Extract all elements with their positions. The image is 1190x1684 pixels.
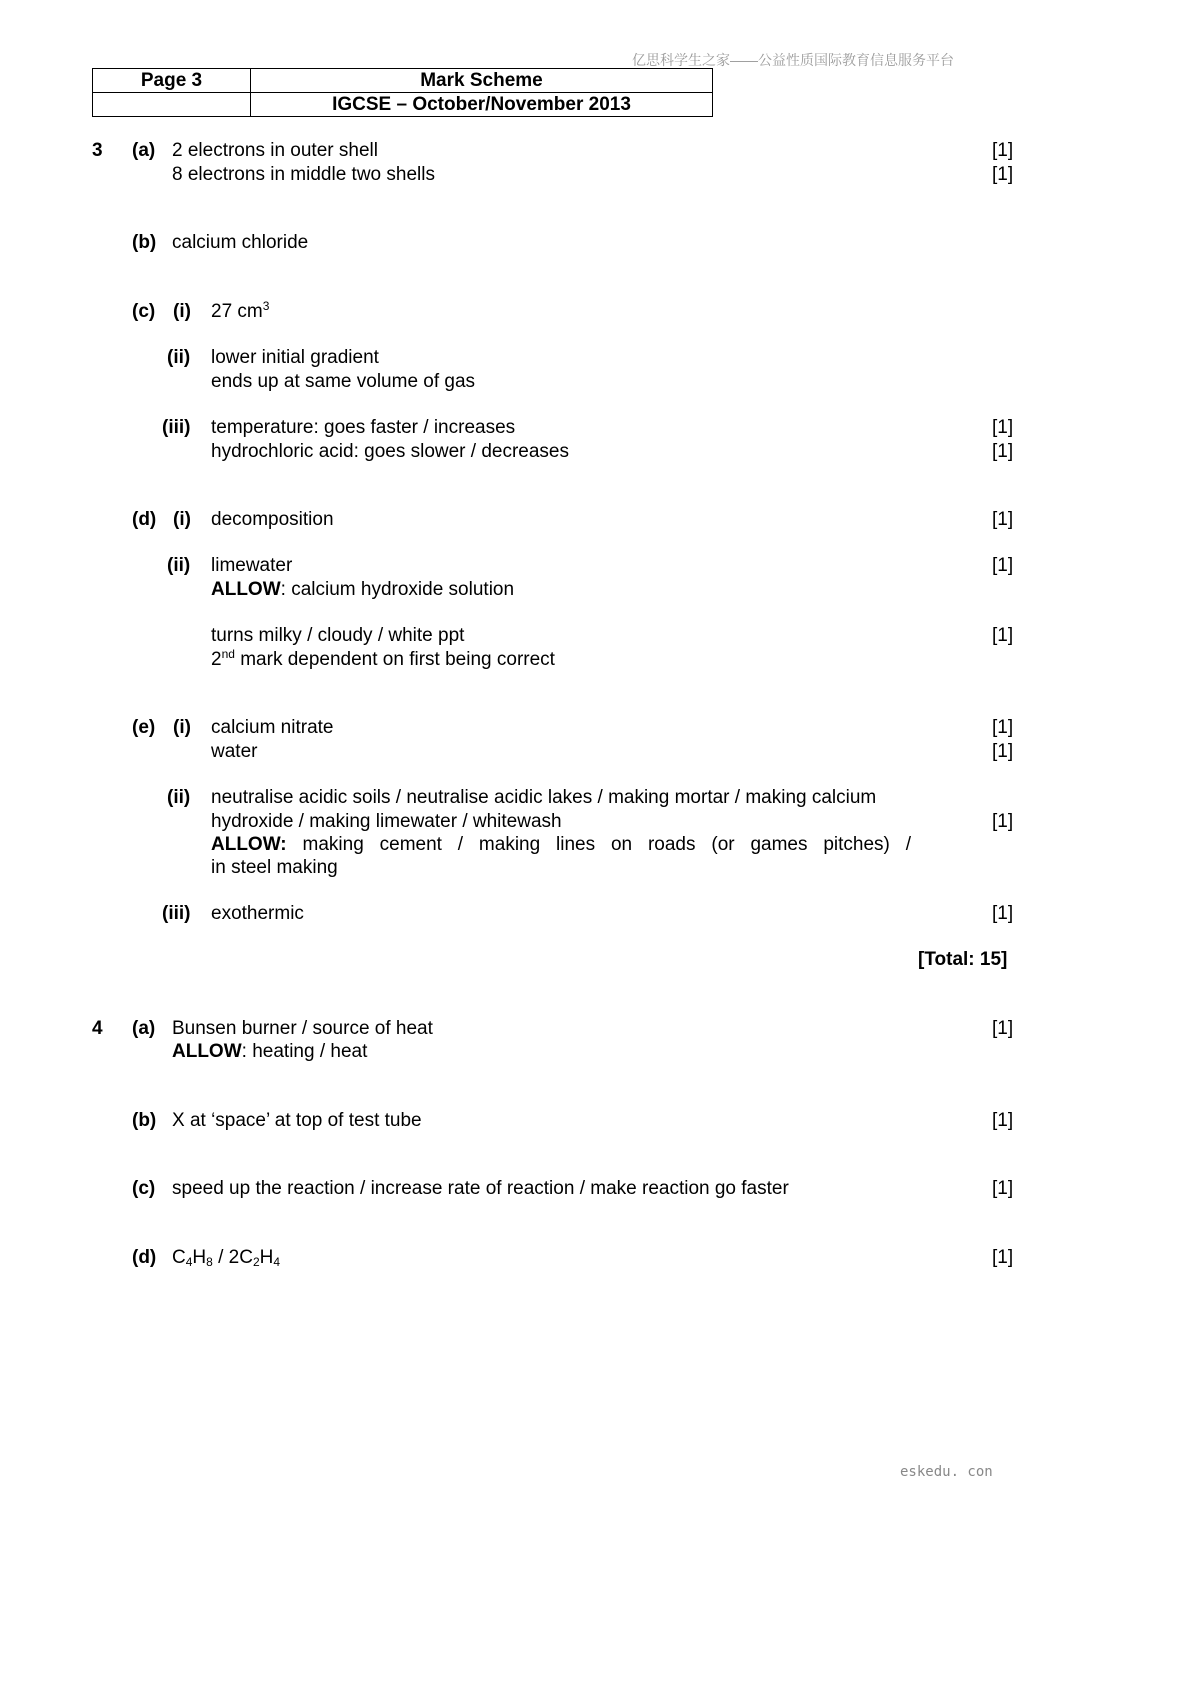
question-number: 4 [92,1018,103,1039]
watermark-text: 亿思科学生之家——公益性质国际教育信息服务平台 [632,52,954,68]
subpart-label: (i) [173,301,191,322]
answer-line: 8 electrons in middle two shells [172,164,435,185]
chemical-formula: $C_4H_8 / 2C_2H_4$ [172,1247,281,1269]
mark: [1] [992,1178,1014,1199]
part-label: (b) [132,1110,157,1131]
footer-text: eskedu. con [900,1464,993,1480]
answer-line: lower initial gradient [211,347,379,368]
mark: [1] [992,903,1014,924]
mark: [1] [992,1110,1014,1131]
allow-label: ALLOW: [211,834,287,855]
mark: [1] [992,1018,1014,1039]
part-label: (c) [132,1178,156,1199]
allow-line [211,833,911,857]
answer-line: 2 electrons in outer shell [172,140,378,161]
note-text: mark dependent on first being correct [234,649,555,670]
header-empty-cell [93,93,251,117]
allow-text: making cement / making lines on roads (or games pitches) / [302,834,912,855]
answer-line: limewater [211,555,293,576]
allow-line [211,578,514,602]
mark: [1] [992,555,1014,576]
subpart-label: (i) [173,509,191,530]
part-label: (a) [132,1018,156,1039]
exam-session: IGCSE – October/November 2013 [251,93,713,117]
allow-label: ALLOW [211,579,281,600]
part-label: (a) [132,140,156,161]
answer-line: calcium chloride [172,232,309,253]
subpart-label: (iii) [162,903,191,924]
allow-text: : calcium hydroxide solution [280,579,515,600]
allow-label: ALLOW [172,1041,242,1062]
answer-line: in steel making [211,857,338,878]
answer-line: speed up the reaction / increase rate of reaction / make reaction go faster [172,1178,789,1199]
part-label: (d) [132,1247,157,1268]
mark: [1] [992,509,1014,530]
mark: [1] [992,417,1014,438]
note-number: 2 [211,649,222,670]
page-number: Page 3 [93,69,251,93]
answer-value: 27 cm [211,301,263,322]
answer-line: exothermic [211,903,304,924]
part-label: (d) [132,509,157,530]
mark: [1] [992,625,1014,646]
mark: [1] [992,164,1014,185]
allow-text: : heating / heat [241,1041,368,1062]
header-table [92,68,713,117]
answer-line: turns milky / cloudy / white ppt [211,625,465,646]
mark: [1] [992,441,1014,462]
subpart-label: (ii) [167,555,191,576]
superscript: 3 [262,299,270,313]
part-label: (b) [132,232,157,253]
answer-line: hydroxide / making limewater / whitewash [211,811,562,832]
answer-line: hydrochloric acid: goes slower / decreases [211,441,570,462]
answer-line: water [211,741,258,762]
mark: [1] [992,811,1014,832]
superscript: nd [221,647,235,661]
mark: [1] [992,1247,1014,1268]
subpart-label: (i) [173,717,191,738]
allow-line [172,1040,367,1064]
answer-line: temperature: goes faster / increases [211,417,516,438]
answer-line: Bunsen burner / source of heat [172,1018,433,1039]
question-total: [Total: 15] [918,949,1008,970]
answer-line: neutralise acidic soils / neutralise acidic lakes / making mortar / making calcium [211,787,877,808]
answer-line: X at ‘space’ at top of test tube [172,1110,422,1131]
answer-line: calcium nitrate [211,717,334,738]
note-line [211,648,555,672]
subpart-label: (ii) [167,347,191,368]
mark: [1] [992,140,1014,161]
subpart-label: (ii) [167,787,191,808]
part-label: (e) [132,717,156,738]
subpart-label: (iii) [162,417,191,438]
question-number: 3 [92,140,103,161]
mark: [1] [992,741,1014,762]
answer-line: decomposition [211,509,334,530]
answer-line [211,300,269,324]
mark: [1] [992,717,1014,738]
document-title: Mark Scheme [251,69,713,93]
part-label: (c) [132,301,156,322]
answer-line: ends up at same volume of gas [211,371,476,392]
